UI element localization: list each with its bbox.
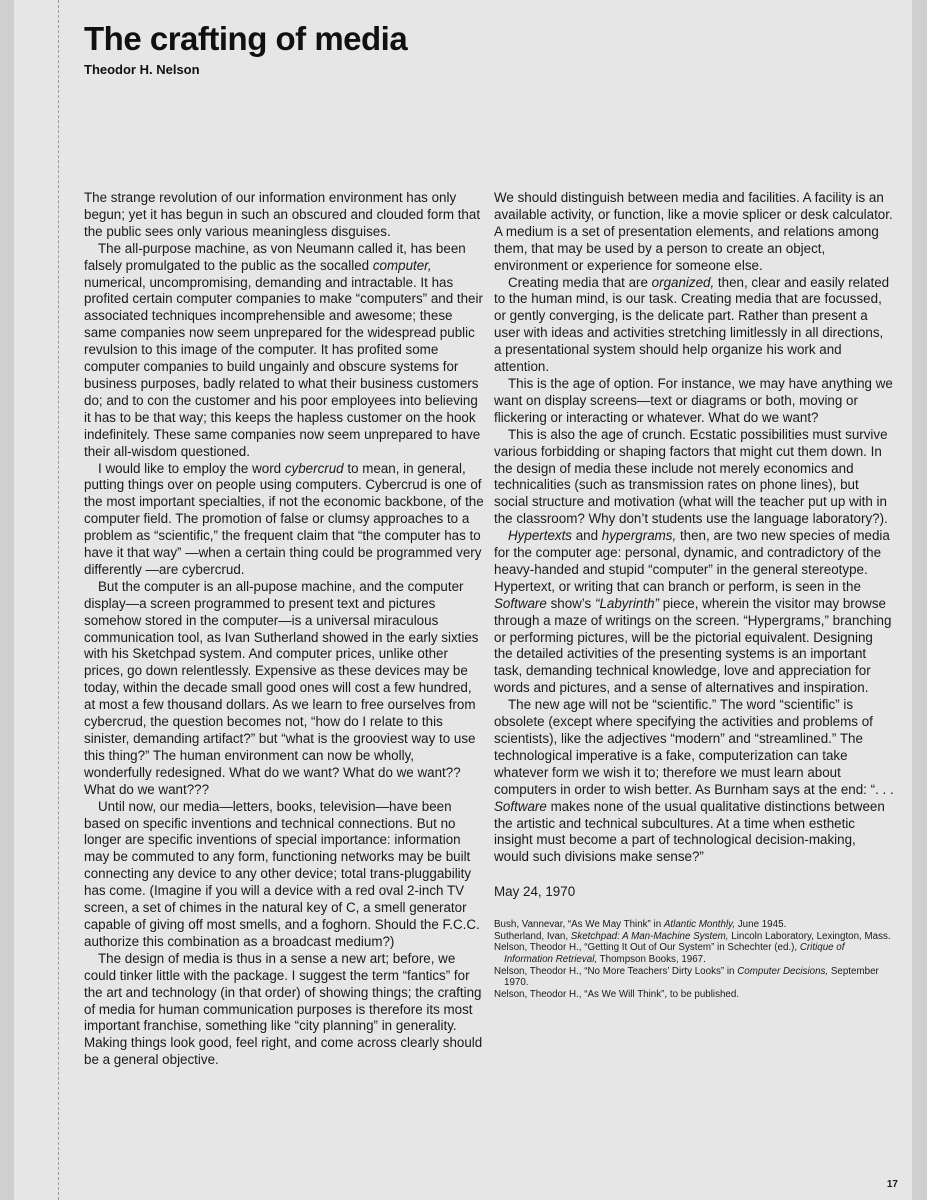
text-run: Until now, our media—letters, books, television—have been based on specific inventions and technical connections. But no longer are specific inventions of special importance: information may be commuted to any form, functioning networks may be built connecting any device to any other device; total trans-pluggability has come. (Imagine if you will a device with a red oval 2-inch TV screen, a set of chimes in the natural key of C, a smell generator capable of giving off most smells, and a foghorn. Should the F.C.C. authorize this combination as a broadcast medium?) (84, 798, 480, 949)
text-run: This is also the age of crunch. Ecstatic possibilities must survive various forbidding or shaping factors that might cut them down. In the design of media these include not merely economics and technicalities (such as transmission rates on phone lines), but social structure and motivation (what will the teacher put up with in the classroom? Why don’t students use the language laboratory?). (494, 426, 888, 527)
reference-entry (494, 931, 894, 943)
text-run: Nelson, Theodor H., “As We Will Think”, to be published. (494, 988, 740, 1000)
emphasized-text: “Labyrinth” (594, 595, 659, 611)
emphasized-text: Atlantic Monthly, (663, 919, 736, 931)
text-run: The strange revolution of our information environment has only begun; yet it has begun in such an obscured and clouded form that the public sees only various meaningless disguises. (84, 190, 481, 239)
emphasized-text: Computer Decisions, (737, 965, 829, 977)
reference-entry (494, 919, 894, 931)
emphasized-text: Sketchpad: A Man-Machine System, (570, 930, 729, 942)
text-run: The new age will not be “scientific.” The word “scientific” is obsolete (except where specifying the activities and problems of scientists), like the adjectives “modern” and “streamlined.” The technological imperative is a fake, computerization can take whatever form we wish it to; therefore we must learn about computers in order to wish better. As Burnham says at the end: “. . . (494, 697, 894, 797)
staple-binding (58, 0, 62, 1200)
text-run: Sutherland, Ivan, (494, 930, 571, 942)
paragraph (84, 799, 484, 951)
text-run: This is the age of option. For instance, we may have anything we want on display screens—text or diagrams or both, moving or flickering or interacting or whatever. What do we want? (494, 375, 893, 425)
text-run: Nelson, Theodor H., “No More Teachers’ Dirty Looks” in (494, 965, 738, 977)
text-run: Thompson Books, 1967. (597, 953, 706, 965)
references (494, 919, 894, 1000)
reference-entry (494, 966, 894, 989)
text-run: numerical, uncompromising, demanding and intractable. It has profited certain computer companies to make “computers” and their associated techniques incomprehensible and awesome; these same companies now seem unprepared for the widespread public revulsion to this image of the computer. It has profited some computer companies to build ungainly and obscure systems for business purposes, badly related to what their business customers do; and to con the customer and his poor employees into believing it has to be that way; this keeps the hapless customer on the hook indefinitely. These same companies now seem unprepared to have their all-wisdom questioned. (84, 274, 483, 459)
text-run: and (572, 528, 602, 544)
paragraph (494, 427, 894, 528)
paragraph (494, 697, 894, 866)
paragraph (84, 190, 484, 241)
text-run: then, clear and easily related to the human mind, is our task. Creating media that are focussed, or gently converging, is the delicate part. Rather than present a user with ideas and activities stretching limitlessly in all directions, a presentational system should help organize his work and attention. (494, 274, 890, 375)
text-run: piece, wherein the visitor may browse through a maze of writings on the screen. “Hypergrams,” branching or performing pictures, will be the pictorial equivalent. Designing the detailed activities of the presenting systems is an important task, demanding technical knowledge, love and appreciation for words and pictures, and a sense of alternatives and inspiration. (494, 595, 892, 696)
text-run: June 1945. (735, 919, 787, 931)
reference-entry (494, 989, 894, 1001)
page-number: 17 (886, 1179, 898, 1190)
reference-entry (494, 942, 894, 965)
text-run: The design of media is thus in a sense a new art; before, we could tinker little with the package. I suggest the term “fantics” for the art and technology (in that order) of showing things; the crafting of media for human communication purposes is therefore its most important franchise, something like “city planning” in generality. Making things look good, feel right, and come across clearly should be a general objective. (84, 950, 483, 1068)
text-run: to mean, in general, putting things over on people using computers. Cybercrud is one of the most important specialties, if not the economic backbone, of the computer field. The promotion of false or clumsy approaches to a problem as “scientific,” the frequent claim that “the computer has to have it that way” —when a certain thing could be programmed very differently —are cybercrud. (84, 460, 484, 577)
left-column (84, 190, 484, 1069)
paragraph (494, 190, 894, 275)
text-run: September 1970. (504, 965, 879, 989)
emphasized-text: computer, (372, 257, 432, 273)
emphasized-text: Hypertexts (508, 528, 572, 544)
paragraph (84, 241, 484, 461)
text-run: Lincoln Laboratory, Lexington, Mass. (728, 930, 891, 942)
emphasized-text: cybercrud (284, 460, 344, 476)
article-date: May 24, 1970 (494, 884, 576, 900)
emphasized-text: Software (494, 798, 547, 814)
emphasized-text: hypergrams, (601, 528, 677, 544)
article-title: The crafting of media (84, 20, 408, 57)
text-run: then, are two new species of media for the computer age: personal, dynamic, and contradictory of the heavy-handed and stupid “computer” in the general stereotype. Hypertext, or writing that can branch or perform, is seen in the (494, 528, 890, 594)
emphasized-text: organized, (651, 274, 715, 290)
emphasized-text: Critique of Information Retrieval, (504, 942, 845, 965)
text-run: I would like to employ the word (98, 460, 285, 476)
text-run: show’s (546, 595, 595, 611)
text-run: Bush, Vannevar, “As We May Think” in (494, 919, 664, 931)
right-column (494, 190, 894, 1000)
text-run: Creating media that are (508, 274, 652, 290)
emphasized-text: Software (494, 595, 547, 611)
paragraph (84, 579, 484, 799)
text-run: But the computer is an all-pupose machine, and the computer display—a screen programmed to present text and pictures somehow stored in the computer—is a universal miraculous communication tool, as Ivan Sutherland showed in the early sixties with his Sketchpad system. And computer prices, unlike other prices, go down relentlessly. Expensive as these devices may be today, within the decade small good ones will cost a few hundred, at most a few thousand dollars. As we learn to free ourselves from cybercrud, the question becomes not, “how do I relate to this sinister, demanding artifact?” but “what is the grooviest way to use this thing?” The human environment can now be wholly, wonderfully redesigned. What do we want? What do we want?? What do we want??? (84, 578, 479, 797)
text-run: The all-purpose machine, as von Neumann called it, has been falsely promulgated to the public as the socalled (84, 240, 466, 273)
right-column-body (494, 190, 894, 866)
page (14, 0, 912, 1200)
text-run: makes none of the usual qualitative distinctions between the artistic and technical subcultures. At a time when esthetic insight must become a part of technological decision-making, would such divisions make sense?” (494, 798, 885, 865)
paragraph (494, 376, 894, 427)
paragraph (84, 951, 484, 1069)
article-author: Theodor H. Nelson (84, 62, 200, 77)
paragraph (494, 528, 894, 697)
paragraph (494, 275, 894, 376)
text-run: Nelson, Theodor H., “Getting It Out of Our System” in Schechter (ed.), (494, 942, 800, 954)
text-run: We should distinguish between media and facilities. A facility is an available activity, or function, like a movie splicer or desk calculator. A medium is a set of presentation elements, and relations among them, that may be used by a person to create an object, environment or experience for someone else. (494, 190, 893, 273)
paragraph (84, 461, 484, 579)
